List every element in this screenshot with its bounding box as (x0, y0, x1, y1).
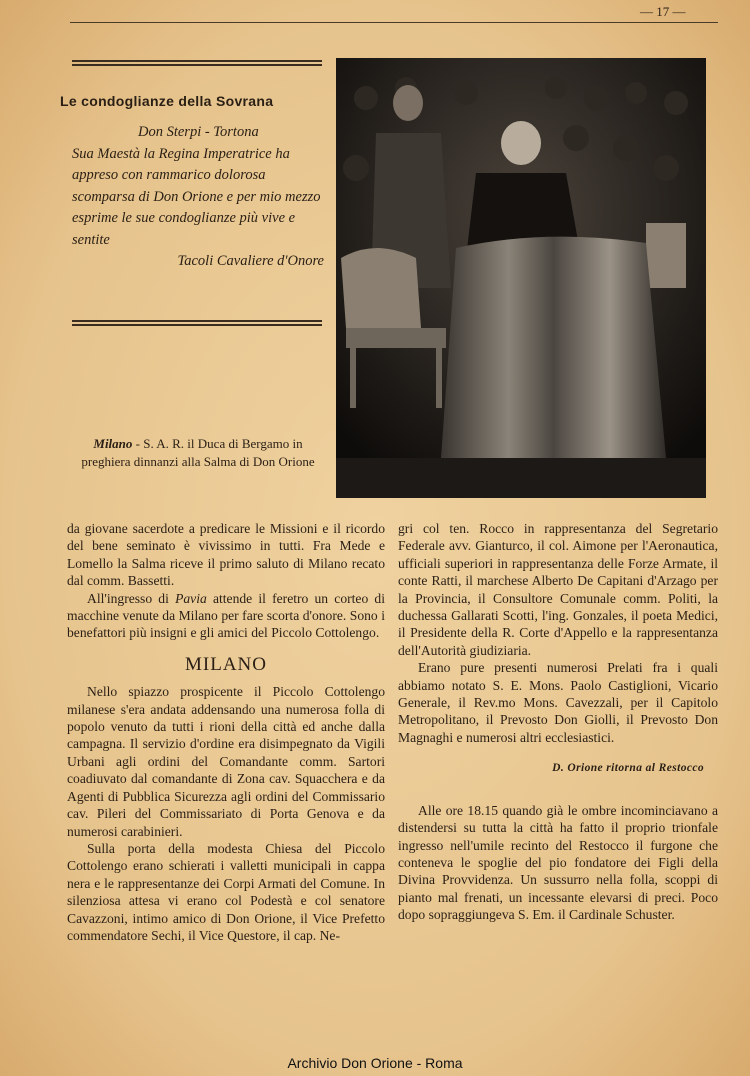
photo-caption (70, 435, 326, 471)
subheading-restocco: D. Orione ritorna al Restocco (552, 762, 704, 775)
photo-duke-at-bier (336, 58, 706, 498)
page-number: — 17 — (640, 4, 686, 19)
condolence-message: Sua Maestà la Regina Imperatrice ha appreso con rammarico dolorosa scomparsa di Don Orione e per mio mezzo esprime le sue condoglianze più vive e sentite (72, 145, 321, 248)
left-paragraph-2 (67, 590, 385, 642)
condolence-addressee: Don Sterpi - Tortona (138, 124, 259, 140)
left-paragraph-4: Sulla porta della modesta Chiesa del Piccolo Cottolengo erano schierati i valletti municipali in cappa nera e le rappresentanze dei Corpi Armati del Comune. In silenziosa attesa vi erano col Podestà e col senatore Cavazzoni, intimo amico di Don Orione, il Vice Prefetto commendatore Sechi, il Vice Questore, il cap. Ne- (67, 840, 385, 943)
photo-illustration (336, 58, 706, 498)
left-column (67, 520, 385, 944)
double-rule-bottom (72, 320, 322, 326)
double-rule-top (72, 60, 322, 66)
archive-footer: Archivio Don Orione - Roma (287, 1055, 463, 1071)
p2-pre: All'ingresso di (87, 590, 176, 606)
condolence-signature: Tacoli Cavaliere d'Onore (177, 253, 324, 269)
caption-place: Milano (93, 436, 133, 451)
section-heading-milano: MILANO (185, 653, 267, 675)
p2-place: Pavia (175, 590, 207, 606)
header-rule (70, 22, 718, 23)
left-paragraph-3: Nello spiazzo prospicente il Piccolo Cottolengo milanese s'era andata addensando una numerosa folla di popolo venuto da tutti i rioni della città ed anche dalla campagna. Il servizio d'ordine era disimpegnato da Vigili Urbani agli ordini del Comandante comm. Sartori coadiuvato dal comandante di Zona cav. Squacchera e da Agenti di Pubblica Sicurezza agli ordini del Commissario cav. Pileri del Commissariato di Porta Genova e da numerosi carabinieri. (67, 684, 385, 839)
condolence-body (72, 122, 324, 273)
right-paragraph-2: Erano pure presenti numerosi Prelati fra i quali abbiamo notato S. E. Mons. Paolo Castiglioni, Vicario Generale, il Rev.mo Mons. Cavezzali, per il Capitolo Metropolitano, il Prevosto Don Giolli, il Prevosto Don Magnaghi e numerosi altri ecclesiastici. (398, 660, 718, 745)
caption-text: - S. A. R. il Duca di Bergamo in preghiera dinnanzi alla Salma di Don Orione (81, 436, 315, 469)
condolence-title: Le condoglianze della Sovrana (60, 93, 274, 109)
left-paragraph-1: da giovane sacerdote a predicare le Missioni e il ricordo del bene seminato è vivissimo in tutti. Fra Mede e Lomello la Salma riceve il primo saluto di Milano recato dal comm. Bassetti. (67, 521, 385, 589)
p2-post: attende il feretro un corteo di macchine venute da Milano per fare scorta d'onore. Sono i benefattori più insigni e gli amici del Piccolo Cottolengo. (67, 590, 386, 641)
right-paragraph-1: gri col ten. Rocco in rappresentanza del Segretario Federale avv. Gianturco, il col. Aimone per l'Aeronautica, ufficiali superiori in rappresentanza delle Forze Armate, il conte Ratti, il marchese Alberto De Capitani d'Arzago per la Provincia, il Consultore Comunale comm. Politi, la duchessa Gallarati Scotti, l'ing. Gonzales, il poeta Medici, il Presidente della R. Corte d'Appello e la rappresentanza dell'Autorità giudiziaria. (398, 521, 718, 658)
right-paragraph-3: Alle ore 18.15 quando già le ombre incominciavano a distendersi su tutta la città ha fatto il proprio trionfale ingresso nell'umile recinto del Restocco il furgone che conteneva le spoglie del pio fondatore dei Figli della Divina Provvidenza. Un sussurro nella folla, scoppi di pianto mal frenati, un incessante elevarsi di preci. Poco dopo sopraggiungeva S. Em. il Cardinale Schuster. (398, 802, 718, 923)
right-column (398, 520, 718, 924)
